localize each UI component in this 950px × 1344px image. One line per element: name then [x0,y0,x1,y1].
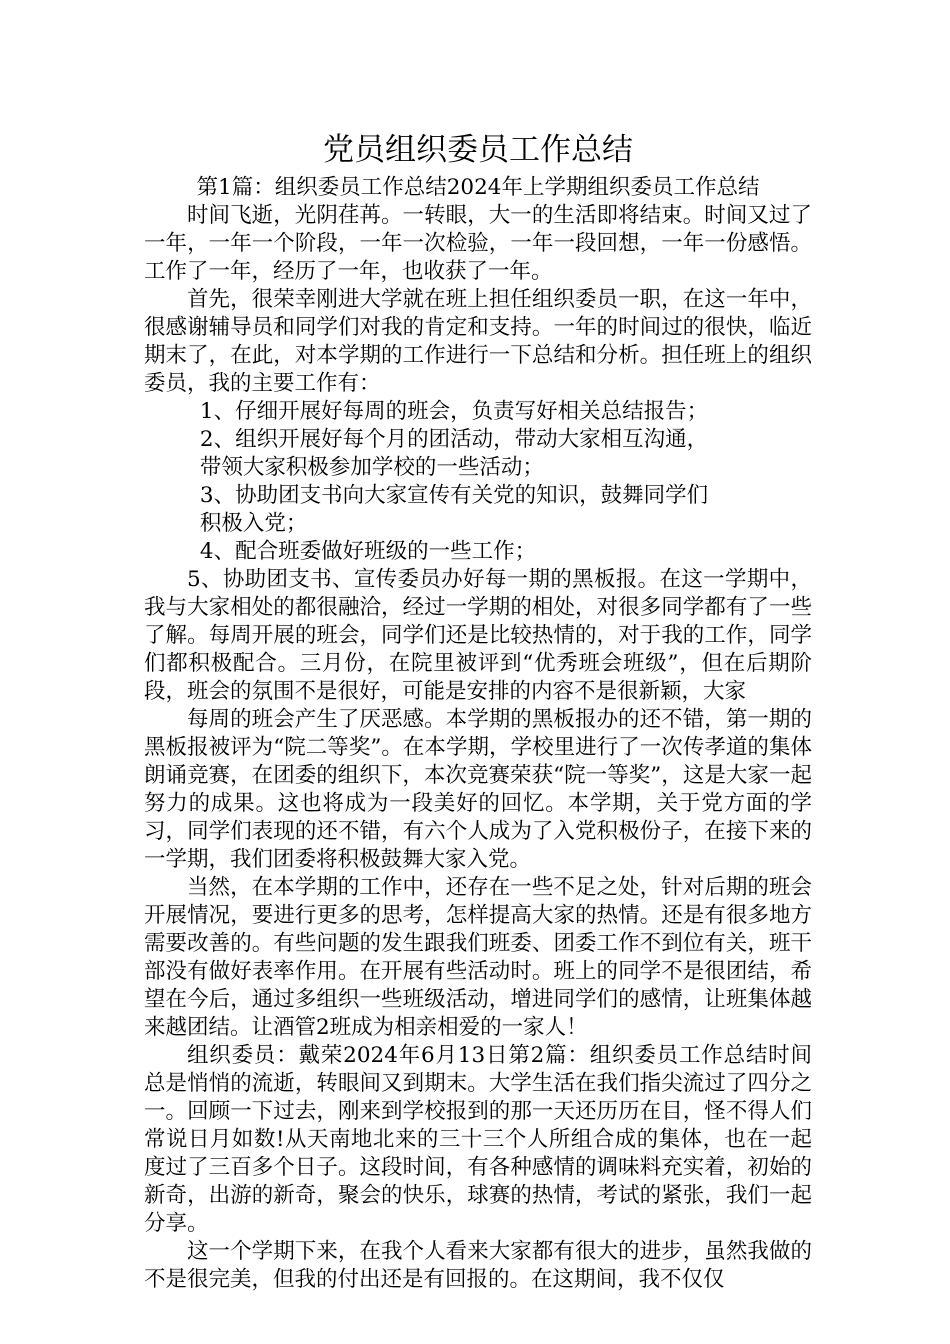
paragraph-1: 时间飞逝，光阴荏苒。一转眼，大一的生活即将结束。时间又过了一年，一年一个阶段，一年一次检验，一年一段回想，一年一份感悟。工作了一年，经历了一年，也收获了一年。 [144,203,812,284]
duty-item-1: 1、仔细开展好每周的班会，负责写好相关总结报告； [199,399,709,424]
paragraph-4: 每周的班会产生了厌恶感。本学期的黑板报办的还不错，第一期的黑板报被评为“院二等奖”。在本学期，学校里进行了一次传孝道的集体朗诵竞赛，在团委的组织下，本次竞赛荣获“院一等奖”，这是大家一起努力的成果。这也将成为一段美好的回忆。本学期，关于党方面的学习，同学们表现的还不错，有六个人成为了入党积极份子，在接下来的一学期，我们团委将积极鼓舞大家入党。 [144,707,812,872]
duty-item-3-cont: 积极入党； [199,511,308,536]
document-page [144,128,812,1294]
document-subtitle: 第1篇：组织委员工作总结2024年上学期组织委员工作总结 [196,175,760,200]
duty-item-2-cont: 带领大家积极参加学校的一些活动； [199,455,544,480]
paragraph-3: 5、协助团支书、宣传委员办好每一期的黑板报。在这一学期中，我与大家相处的都很融洽，经过一学期的相处，对很多同学都有了一些了解。每周开展的班会，同学们还是比较热情的，对于我的工作，同学们都积极配合。三月份，在院里被评到“优秀班会班级”，但在后期阶段，班会的氛围不是很好，可能是安排的内容不是很新颖，大家 [144,567,812,704]
duty-item-2: 2、组织开展好每个月的团活动，带动大家相互沟通， [199,427,709,452]
document-title: 党员组织委员工作总结 [323,132,633,168]
paragraph-5: 当然，在本学期的工作中，还存在一些不足之处，针对后期的班会开展情况，要进行更多的思考，怎样提高大家的热情。还是有很多地方需要改善的。有些问题的发生跟我们班委、团委工作不到位有关，班干部没有做好表率作用。在开展有些活动时。班上的同学不是很团结，希望在今后，通过多组织一些班级活动，增进同学们的感情，让班集体越来越团结。让酒管2班成为相亲相爱的一家人！ [144,875,812,1040]
paragraph-7: 这一个学期下来，在我个人看来大家都有很大的进步，虽然我做的不是很完美，但我的付出还是有回报的。在这期间，我不仅仅 [144,1239,812,1292]
duty-item-3: 3、协助团支书向大家宣传有关党的知识，鼓舞同学们 [199,483,709,508]
duty-item-4: 4、配合班委做好班级的一些工作； [199,539,537,564]
paragraph-6: 组织委员：戴荣2024年6月13日第2篇：组织委员工作总结时间总是悄悄的流逝，转眼间又到期末。大学生活在我们指尖流过了四分之一。回顾一下过去，刚来到学校报到的那一天还历历在目，怪不得人们常说日月如数!从天南地北来的三十三个人所组合成的集体，也在一起度过了三百多个日子。这段时间，有各种感情的调味料充实着，初始的新奇，出游的新奇，聚会的快乐，球赛的热情，考试的紧张，我们一起分享。 [144,1043,812,1236]
paragraph-2: 首先，很荣幸刚进大学就在班上担任组织委员一职，在这一年中，很感谢辅导员和同学们对我的肯定和支持。一年的时间过的很快，临近期末了，在此，对本学期的工作进行一下总结和分析。担任班上的组织委员，我的主要工作有： [144,287,812,396]
